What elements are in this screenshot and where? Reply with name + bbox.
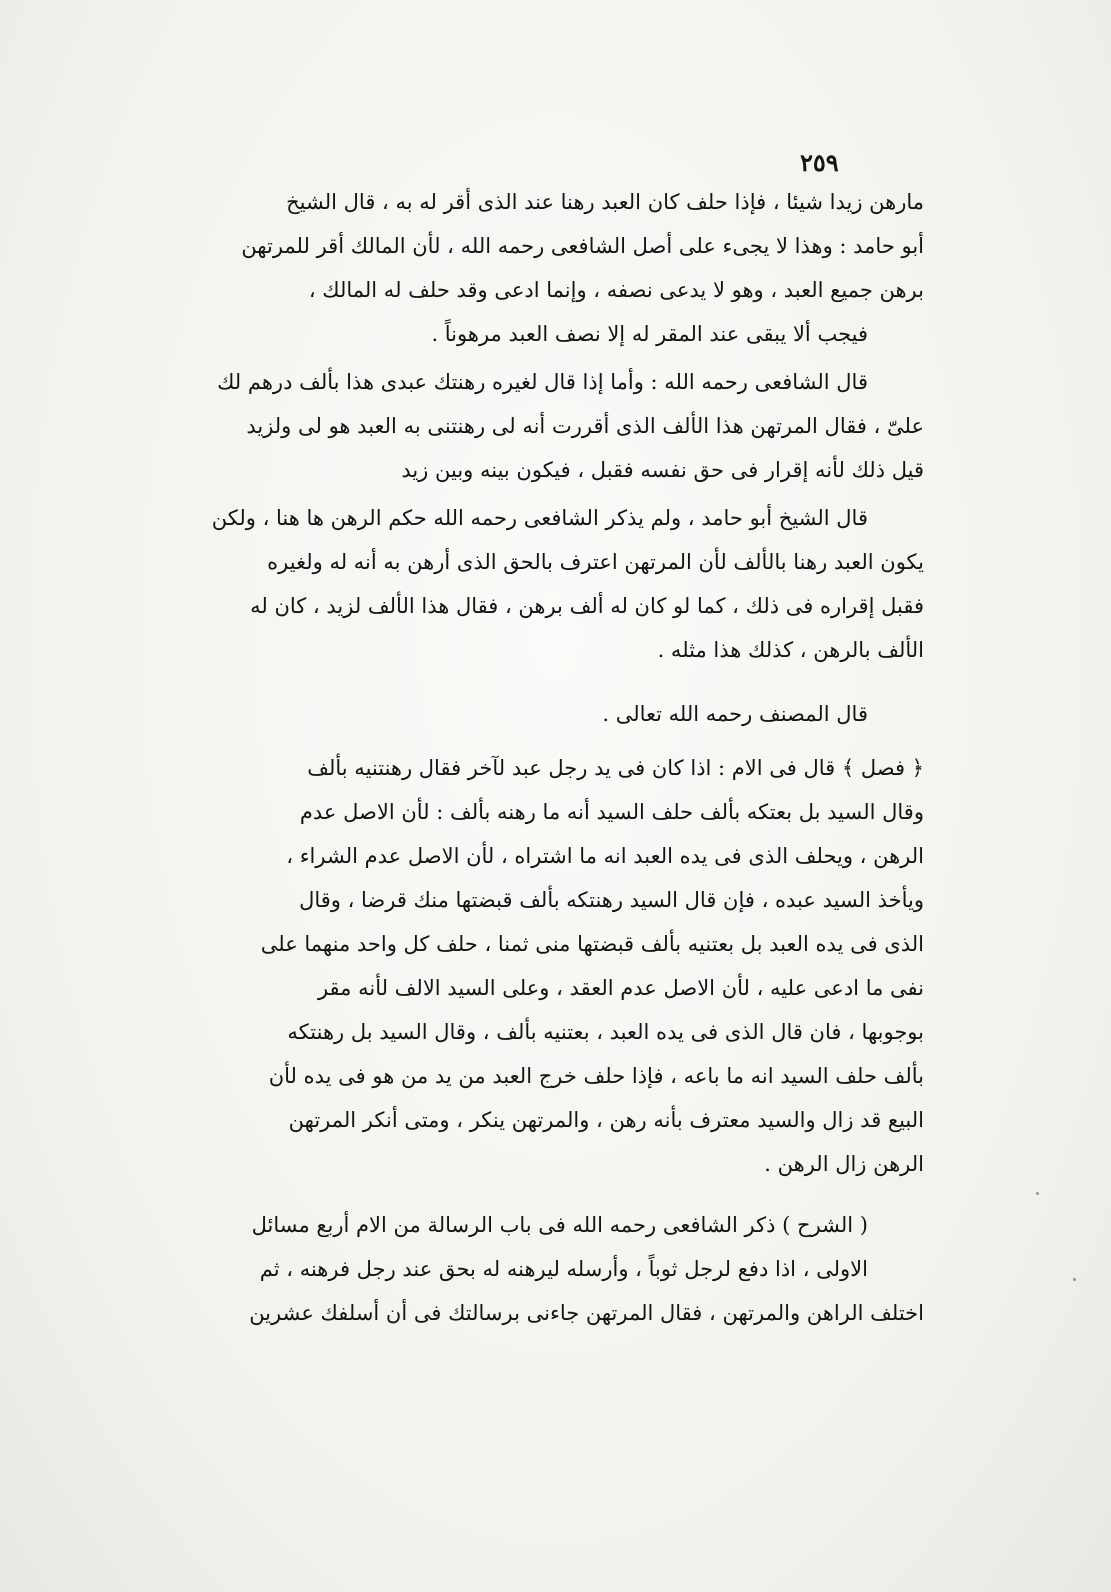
- text-line: فقبل إقراره فى ذلك ، كما لو كان له ألف برهن ، فقال هذا الألف لزيد ، كان له: [250, 594, 924, 618]
- text-line: برهن جميع العبد ، وهو لا يدعى نصفه ، وإنما ادعى وقد حلف له المالك ،: [308, 278, 924, 302]
- text-line: مارهن زيدا شيئا ، فإذا حلف كان العبد رهنا عند الذى أقر له به ، قال الشيخ: [286, 190, 924, 214]
- text-line: ويأخذ السيد عبده ، فإن قال السيد رهنتكه بألف قبضتها منك قرضا ، وقال: [299, 888, 924, 912]
- text-line: وقال السيد بل بعتكه بألف حلف السيد أنه ما رهنه بألف : لأن الاصل عدم: [299, 800, 924, 824]
- text-line: اختلف الراهن والمرتهن ، فقال المرتهن جاءنى برسالتك فى أن أسلفك عشرين: [249, 1301, 924, 1325]
- text-line: ( الشرح ) ذكر الشافعى رحمه الله فى باب الرسالة من الام أربع مسائل: [251, 1213, 868, 1237]
- text-line: الرهن ، ويحلف الذى فى يده العبد انه ما اشتراه ، لأن الاصل عدم الشراء ،: [286, 844, 924, 868]
- text-line: ﴿ فصل ﴾ قال فى الام : اذا كان فى يد رجل عبد لآخر فقال رهنتنيه بألف: [307, 756, 924, 780]
- text-line: الاولى ، اذا دفع لرجل ثوباً ، وأرسله ليرهنه له بحق عند رجل فرهنه ، ثم: [259, 1257, 868, 1281]
- paragraph-shafii-statement: [186, 360, 924, 492]
- paragraph-continuation: [186, 180, 924, 356]
- text-line: الرهن زال الرهن .: [764, 1152, 924, 1176]
- text-line: البيع قد زال والسيد معترف بأنه رهن ، والمرتهن ينكر ، ومتى أنكر المرتهن: [288, 1108, 924, 1132]
- paragraph-fasl: [186, 746, 924, 1186]
- paper-speck: [1073, 1278, 1076, 1281]
- text-line: قال المصنف رحمه الله تعالى .: [602, 702, 868, 726]
- author-heading: [186, 692, 924, 736]
- text-line: الذى فى يده العبد بل بعتنيه بألف قبضتها منى ثمنا ، حلف كل واحد منهما على: [260, 932, 924, 956]
- paragraph-sharh: [186, 1203, 924, 1335]
- paper-speck: [1036, 1192, 1039, 1195]
- text-line: الألف بالرهن ، كذلك هذا مثله .: [657, 638, 924, 662]
- page-number: ٢٥٩: [800, 148, 839, 177]
- text-line: بألف حلف السيد انه ما باعه ، فإذا حلف خرج العبد من يد من هو فى يده لأن: [268, 1064, 924, 1088]
- text-line: علىّ ، فقال المرتهن هذا الألف الذى أقررت أنه لى رهنتنى به العبد هو لى ولزيد: [246, 414, 924, 438]
- text-line: قال الشيخ أبو حامد ، ولم يذكر الشافعى رحمه الله حكم الرهن ها هنا ، ولكن: [211, 506, 868, 530]
- text-line: بوجوبها ، فان قال الذى فى يده العبد ، بعتنيه بألف ، وقال السيد بل رهنتكه: [287, 1020, 924, 1044]
- text-line: يكون العبد رهنا بالألف لأن المرتهن اعترف بالحق الذى أرهن به أنه له ولغيره: [267, 550, 924, 574]
- paragraph-abu-hamid: [186, 496, 924, 672]
- text-line: قيل ذلك لأنه إقرار فى حق نفسه فقبل ، فيكون بينه وبين زيد: [401, 458, 924, 482]
- text-line: نفى ما ادعى عليه ، لأن الاصل عدم العقد ، وعلى السيد الالف لأنه مقر: [317, 976, 924, 1000]
- text-line: أبو حامد : وهذا لا يجىء على أصل الشافعى رحمه الله ، لأن المالك أقر للمرتهن: [241, 234, 924, 258]
- text-line: قال الشافعى رحمه الله : وأما إذا قال لغيره رهنتك عبدى هذا بألف درهم لك: [217, 370, 868, 394]
- text-line: فيجب ألا يبقى عند المقر له إلا نصف العبد مرهوناً .: [431, 322, 868, 346]
